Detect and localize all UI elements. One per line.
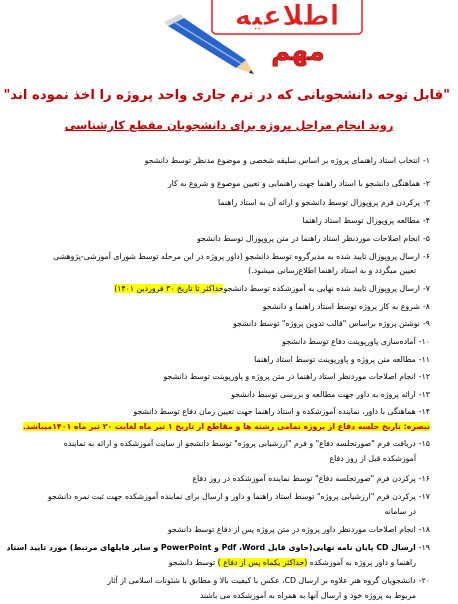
list-item-continuation: آموزشکده قبل از روز دفاع bbox=[329, 454, 416, 463]
list-item-continuation: مربوط به پروژه خود و ارسال آنها به همراه به آموزشکده می باشند bbox=[199, 591, 416, 600]
note-item bbox=[8, 420, 430, 433]
list-item: ۱۱-مطالعه متن پروژه و پاورپوینت توسط استاد راهنما bbox=[254, 355, 430, 364]
list-item: ۸-شروع به کار پروژه توسط استاد راهنما و دانشجو bbox=[262, 302, 430, 311]
list-item: ۱-انتخاب استاد راهنمای پروژه بر اساس سلیقه شخصی و موضوع مدنظر توسط دانشجو bbox=[144, 156, 430, 165]
list-item-continuation: در سامانه bbox=[384, 507, 416, 516]
list-item-continuation: تعیین میگردد و به استاد راهنما اطلاع‌رسانی میشود.) bbox=[248, 266, 416, 275]
list-item: ۱۴-هماهنگی با داور، نماینده آموزشکده و استاد راهنما جهت تعیین زمان دفاع توسط دانشجو bbox=[133, 407, 430, 416]
note-highlight: تبصره: تاریخ جلسه دفاع از پروژه تمامی رشته ها و مقاطع از تاریخ ۱ تیر ماه لغایت ۲۰ تیر ماه ۱۴۰۱میباشد. bbox=[22, 422, 430, 431]
deadline-highlight: حداکثر تا تاریخ ۳۰ فروردین ۱۴۰۱) bbox=[114, 284, 224, 293]
list-item: ۲۰-دانشجویان گروه هنر علاوه بر ارسال CD، عکس با کیفیت بالا و مطابق با شئونات اسلامی از آثار bbox=[107, 576, 430, 585]
banner-word-2: مهم bbox=[271, 37, 325, 67]
list-item: ۳-پرکردن فرم پروپوزال توسط دانشجو و ارائه آن به استاد راهنما bbox=[218, 198, 430, 207]
list-item: ۱۸-انجام اصلاحات موردنظر داور پروژه در متن پروژه پس از دفاع توسط دانشجو bbox=[167, 525, 430, 534]
subtitle: روند انجام مراحل پروژه برای دانشجویان مقطع کارشناسی bbox=[64, 118, 394, 132]
list-item: ۶-ارسال پروپوزال تایید شده به مدیرگروه توسط دانشجو (داور پروژه در این مرحله توسط شورای آموزشی-پژوهشی bbox=[53, 252, 430, 261]
list-item: ۱۵-دریافت فرم "صورتجلسه دفاع" و فرم "ارزشیابی پروژه" توسط دانشجو از سایت آموزشکده و ارائه به نماینده bbox=[63, 439, 430, 448]
deadline-highlight: (حداکثر یکماه پس از دفاع ) bbox=[217, 558, 308, 567]
list-item: ۱۳-ارائه پروژه به داور جهت مطالعه و بررسی توسط دانشجو bbox=[231, 390, 430, 399]
announcement-banner bbox=[150, 0, 365, 74]
list-item: ۱۷-پرکردن فرم "ارزشیابی پروژه" توسط استاد راهنما و داور و ارسال برای نماینده آموزشکده جهت ثبت نمره دانشجو bbox=[47, 492, 430, 501]
list-item: ۲-هماهنگی دانشجو با استاد راهنما جهت راهنمایی و تعیین موضوع و شروع به کار bbox=[167, 179, 430, 188]
list-item-continuation: راهنما و داور پروژه به آموزشکده (حداکثر یکماه پس از دفاع ) توسط دانشجو bbox=[168, 558, 416, 567]
list-item: ۴-مطالعه پروپوزال توسط استاد راهنما bbox=[302, 216, 430, 225]
list-item: ۱۹-ارسال CD پایان نامه نهایی(حاوی فایل Pdf ،Word و PowerPoint و سایر فایلهای مرتبط) مورد تایید استاد bbox=[6, 543, 430, 552]
list-item: ۱۰-آماده‌سازی پاورپوینت دفاع توسط دانشجو bbox=[282, 337, 430, 346]
list-item: ۵-انجام اصلاحات موردنظر استاد راهنما در متن پروپوزال توسط دانشجو bbox=[196, 234, 430, 243]
list-item: ۱۶-پرکردن فرم "صورتجلسه دفاع" توسط نماینده آموزشکده در روز دفاع bbox=[192, 474, 430, 483]
list-item: ۹-نوشتن پروژه براساس "قالب تدوین پروژه" توسط دانشجو bbox=[232, 319, 430, 328]
headline: "قابل توجه دانشجویانی که در ترم جاری واحد پروژه را اخذ نموده اند" bbox=[3, 88, 450, 103]
banner-word-1: اطلاعیه bbox=[234, 0, 340, 32]
list-item: ۱۲-انجام اصلاحات موردنظر استاد راهنما در متن پروژه و پاورپوینت توسط دانشجو bbox=[163, 372, 430, 381]
list-item: ۷-ارسال پروپوزال تایید شده نهایی به آموزشکده توسط دانشجوحداکثر تا تاریخ ۳۰ فروردین ۱۴۰۱) bbox=[114, 284, 430, 293]
